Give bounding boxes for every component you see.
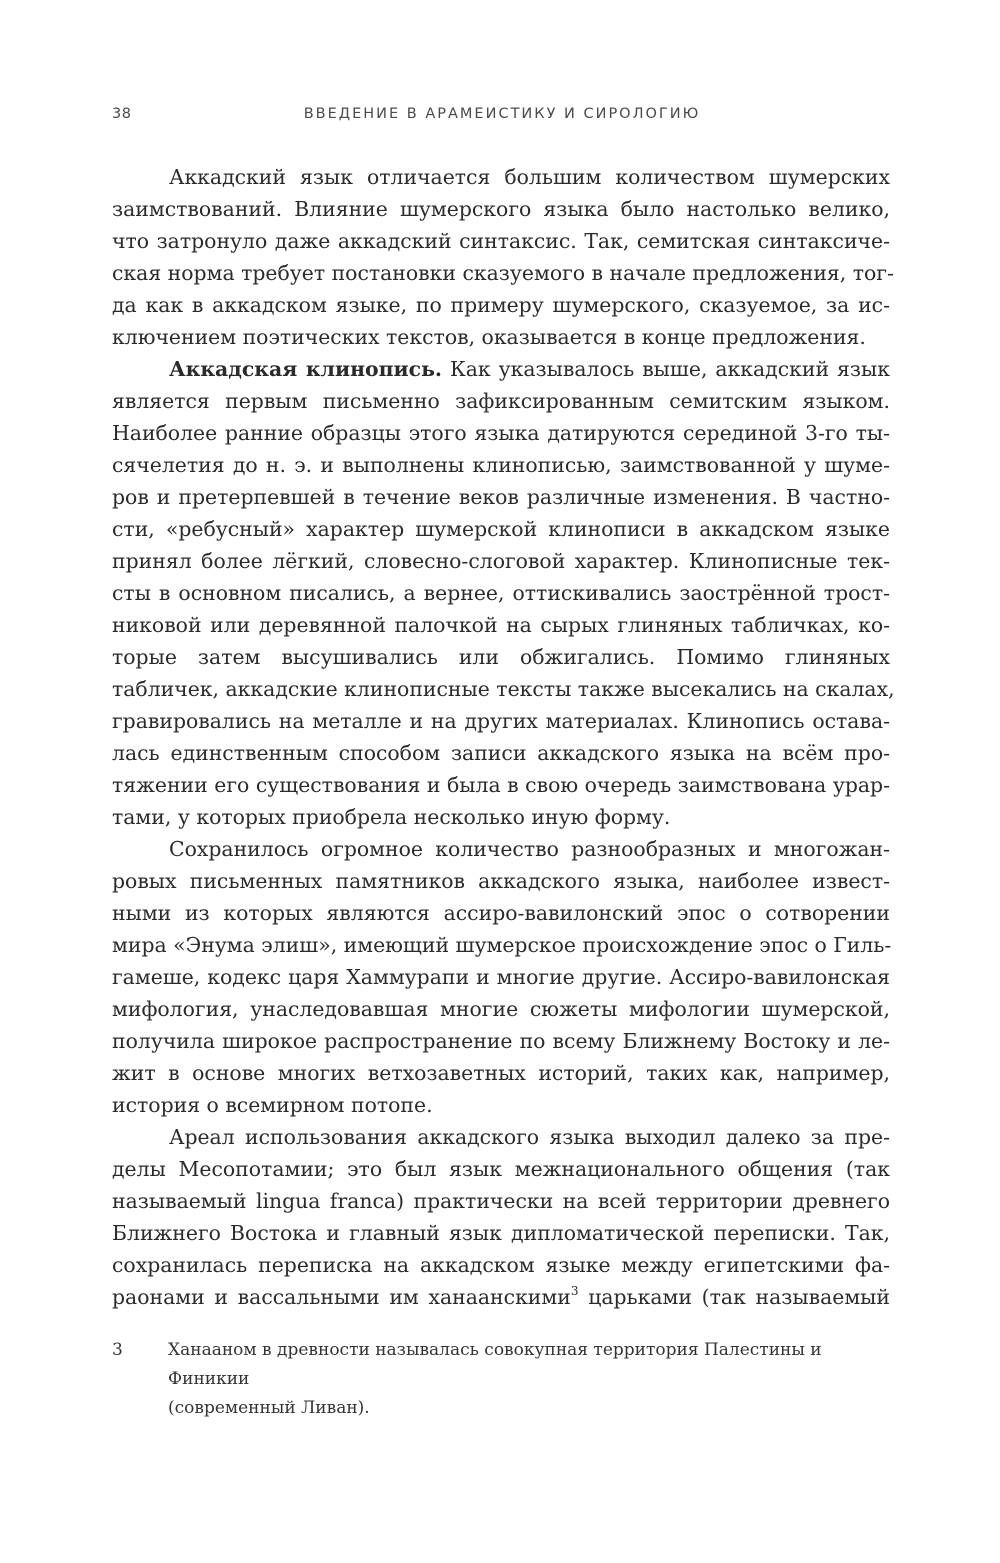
text-line: Ареал использования аккадского языка выходил далеко за пре- xyxy=(169,1125,890,1149)
footnote xyxy=(112,1336,890,1423)
body-text xyxy=(112,161,895,1313)
text-line: ключением поэтических текстов, оказывается в конце предложения. xyxy=(112,325,866,349)
text-line: Наиболее ранние образцы этого языка датируются серединой 3-го ты- xyxy=(112,421,890,445)
text-line: лась единственным способом записи аккадского языка на всём про- xyxy=(112,741,890,765)
text-line: ными из которых являются ассиро-вавилонский эпос о сотворении xyxy=(112,901,890,925)
footnote-number: 3 xyxy=(112,1340,123,1360)
text-line: табличек, аккадские клинописные тексты также высекались на скалах, xyxy=(112,677,895,701)
running-title: ВВЕДЕНИЕ В АРАМЕИСТИКУ И СИРОЛОГИЮ xyxy=(303,106,701,122)
text-line: гамеше, кодекс царя Хаммурапи и многие другие. Ассиро-вавилонская xyxy=(112,965,890,989)
text-line: Ближнего Востока и главный язык дипломатической переписки. Так, xyxy=(112,1221,890,1245)
text-line: Сохранилось огромное количество разнообразных и многожан- xyxy=(169,837,890,861)
text-line: тами, у которых приобрела несколько иную форму. xyxy=(112,805,671,829)
text-line: ская норма требует постановки сказуемого в начале предложения, тог- xyxy=(112,261,894,285)
text-line: мифология, унаследовавшая многие сюжеты мифологии шумерской, xyxy=(112,997,890,1021)
text-line: мира «Энума элиш», имеющий шумерское происхождение эпос о Гиль- xyxy=(112,933,892,957)
text-line: делы Месопотамии; это был язык межнационального общения (так xyxy=(112,1157,890,1181)
text-line: Аккадская клинопись. Как указывалось выше, аккадский язык xyxy=(169,357,890,381)
text-line: сти, «ребусный» характер шумерской клинописи в аккадском языке xyxy=(112,517,890,541)
text-line: ров и претерпевшей в течение веков различные изменения. В частно- xyxy=(112,485,890,509)
text-line: что затронуло даже аккадский синтаксис. Так, семитская синтаксиче- xyxy=(112,229,890,253)
section-run-in-heading: Аккадская клинопись. xyxy=(169,357,443,381)
text-line: принял более лёгкий, словесно-слоговой характер. Клинописные тек- xyxy=(112,549,890,573)
text-line: ровых письменных памятников аккадского языка, наиболее извест- xyxy=(112,869,890,893)
text-line: торые затем высушивались или обжигались. Помимо глиняных xyxy=(112,645,890,669)
text-line: сохранилась переписка на аккадском языке между египетскими фа- xyxy=(112,1253,890,1277)
footnote-line: (современный Ливан). xyxy=(168,1398,370,1418)
footnote-reference[interactable]: 3 xyxy=(570,1284,579,1298)
text-line: Аккадский язык отличается большим количеством шумерских xyxy=(169,165,890,189)
text-line: тяжении его существования и была в свою очередь заимствована урар- xyxy=(112,773,890,797)
footnote-line: Ханааном в древности называлась совокупная территория Палестины и Финикии xyxy=(168,1340,822,1389)
text-line: заимствований. Влияние шумерского языка было настолько велико, xyxy=(112,197,890,221)
text-line: раонами и вассальными им ханаанскими$^3$ царьками (так называемый xyxy=(112,1284,891,1309)
page-number: 38 xyxy=(112,106,132,122)
text-line: жит в основе многих ветхозаветных историй, таких как, например, xyxy=(112,1061,890,1085)
text-line: сячелетия до н. э. и выполнены клинописью, заимствованной у шуме- xyxy=(112,453,890,477)
running-header xyxy=(112,106,892,132)
text-line: история о всемирном потопе. xyxy=(112,1093,433,1117)
text-line: является первым письменно зафиксированным семитским языком. xyxy=(112,389,890,413)
text-line: сты в основном писались, а вернее, оттискивались заострённой трост- xyxy=(112,581,890,605)
text-line: да как в аккадском языке, по примеру шумерского, сказуемое, за ис- xyxy=(112,293,890,317)
text-line: называемый lingua franca) практически на всей территории древнего xyxy=(112,1189,890,1213)
text-line: никовой или деревянной палочкой на сырых глиняных табличках, ко- xyxy=(112,613,890,637)
text-line: гравировались на металле и на других материалах. Клинопись остава- xyxy=(112,709,890,733)
text-line: получила широкое распространение по всему Ближнему Востоку и ле- xyxy=(112,1029,890,1053)
